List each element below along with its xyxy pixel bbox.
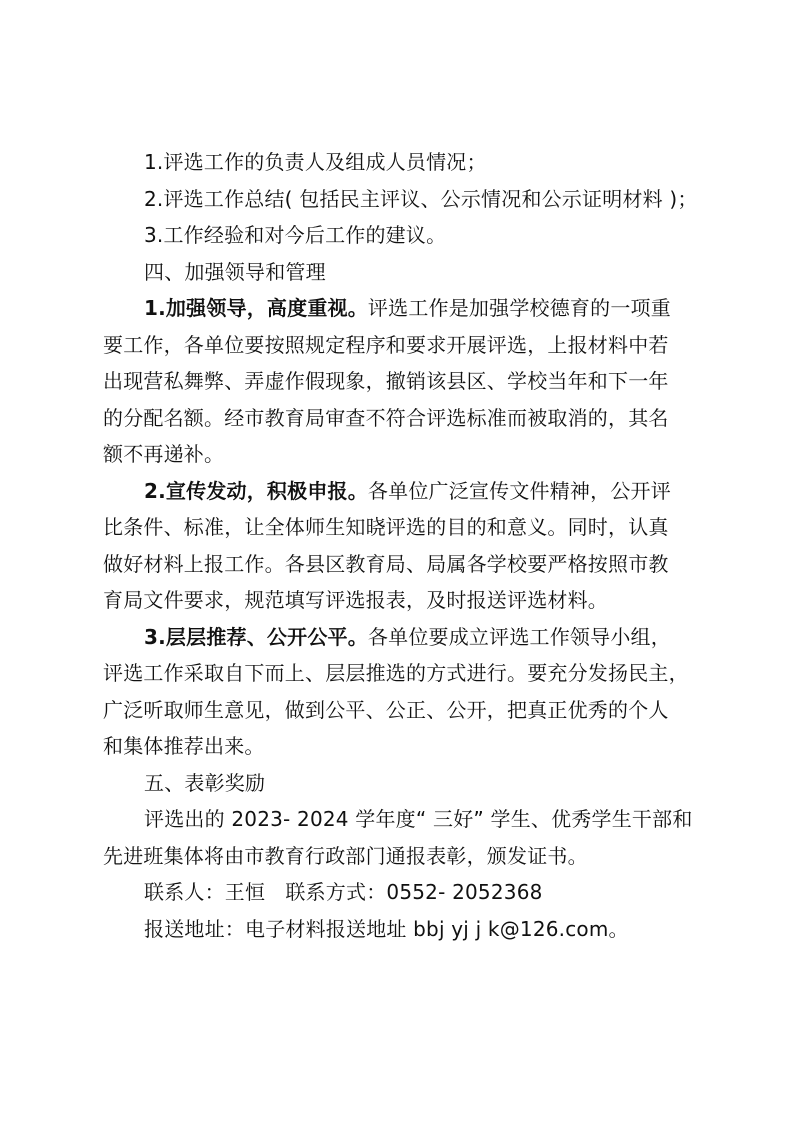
paragraph-2-line-3 <box>103 546 709 583</box>
paragraph-1-line-3 <box>103 363 709 400</box>
line-text: 和集体推荐出来。 <box>103 734 265 758</box>
address-line <box>103 911 709 948</box>
paragraph-lead: 3.层层推荐、公开公平。 <box>144 624 368 649</box>
paragraph-3-line-3 <box>103 692 709 729</box>
paragraph-3-line-1 <box>103 619 709 656</box>
paragraph-4-line-2 <box>103 838 709 875</box>
paragraph-lead: 1.加强领导，高度重视。 <box>144 296 368 320</box>
paragraph-1-line-2 <box>103 327 709 364</box>
heading-text: 四、加强领导和管理 <box>144 259 326 284</box>
list-item-2 <box>103 181 709 218</box>
paragraph-lead: 2.宣传发动，积极申报。 <box>144 478 368 503</box>
address-text: 报送地址：电子材料报送地址 bbj yj j k@126.com。 <box>144 916 629 941</box>
paragraph-1-line-5 <box>103 436 709 473</box>
line-text: 额不再递补。 <box>103 442 225 466</box>
paragraph-1-line-1 <box>103 290 709 327</box>
line-text: 3.工作经验和对今后工作的建议。 <box>144 223 447 247</box>
line-text: 要工作，各单位要按照规定程序和要求开展评选，上报材料中若 <box>103 332 669 357</box>
line-text: 出现营私舞弊、弄虚作假现象，撤销该县区、学校当年和下一年 <box>103 369 669 393</box>
document-body <box>103 144 709 947</box>
line-text: 先进班集体将由市教育行政部门通报表彰，颁发证书。 <box>103 843 588 868</box>
paragraph-3-line-2 <box>103 655 709 692</box>
paragraph-2-line-2 <box>103 509 709 546</box>
line-text: 比条件、标准，让全体师生知晓评选的目的和意义。同时，认真 <box>103 515 669 539</box>
paragraph-2-line-4 <box>103 582 709 619</box>
line-text: 2.评选工作总结( 包括民主评议、公示情况和公示证明材料 )； <box>144 186 698 211</box>
line-text: 育局文件要求，规范填写评选报表，及时报送评选材料。 <box>103 588 608 612</box>
section-heading-4 <box>103 254 709 291</box>
line-text: 评选工作采取自下而上、层层推选的方式进行。要充分发扬民主， <box>103 661 689 685</box>
line-text: 评选工作是加强学校德育的一项重 <box>367 296 671 320</box>
line-text: 各单位要成立评选工作领导小组， <box>367 624 671 649</box>
line-text: 1.评选工作的负责人及组成人员情况； <box>144 150 487 174</box>
line-text: 评选出的 2023- 2024 学年度“ 三好” 学生、优秀学生干部和 <box>144 807 693 831</box>
paragraph-1-line-4 <box>103 400 709 437</box>
line-text: 各单位广泛宣传文件精神，公开评 <box>367 478 671 503</box>
line-text: 的分配名额。经市教育局审查不符合评选标准而被取消的，其名 <box>103 405 669 430</box>
section-heading-5 <box>103 765 709 802</box>
line-text: 广泛听取师生意见，做到公平、公正、公开，把真正优秀的个人 <box>103 697 669 722</box>
contact-line <box>103 874 709 911</box>
list-item-3 <box>103 217 709 254</box>
paragraph-4-line-1 <box>103 801 709 838</box>
heading-text: 五、表彰奖励 <box>144 770 266 795</box>
line-text: 做好材料上报工作。各县区教育局、局属各学校要严格按照市教 <box>103 551 669 576</box>
list-item-1 <box>103 144 709 181</box>
contact-text: 联系人：王恒 联系方式：0552- 2052368 <box>144 880 543 904</box>
paragraph-2-line-1 <box>103 473 709 510</box>
paragraph-3-line-4 <box>103 728 709 765</box>
